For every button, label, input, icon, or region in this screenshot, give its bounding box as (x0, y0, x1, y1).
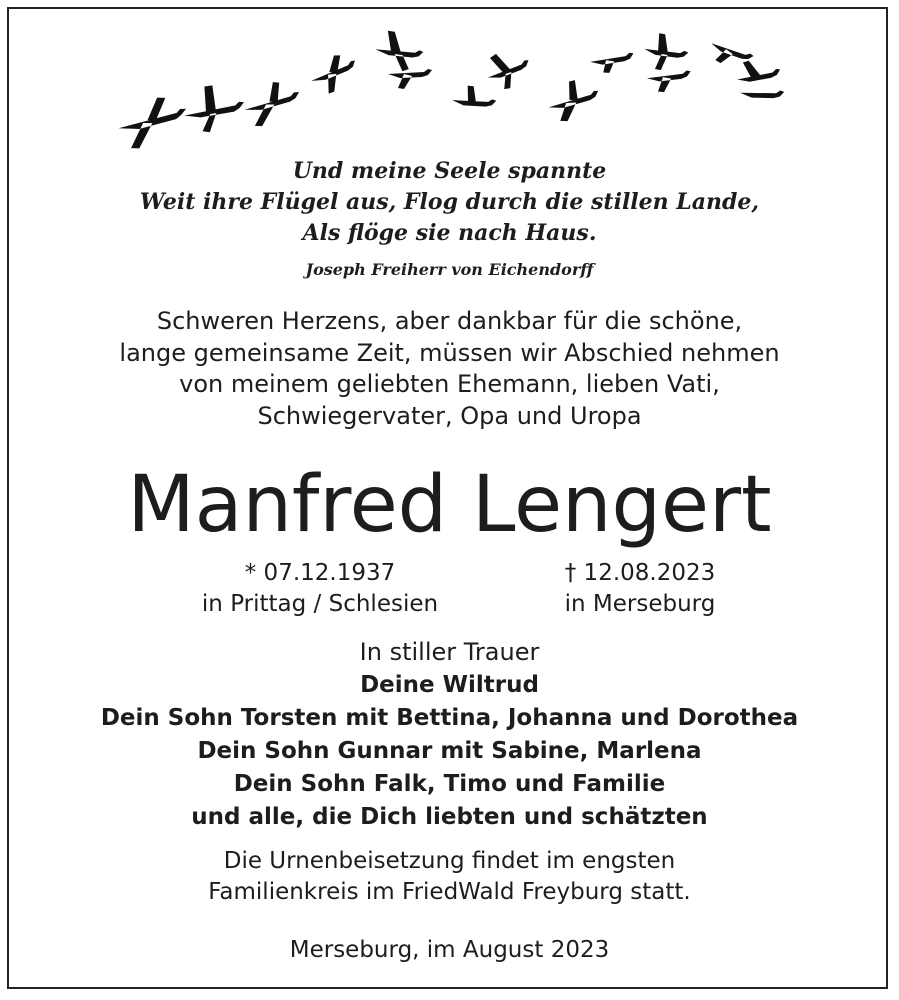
mourner-line: Dein Sohn Torsten mit Bettina, Johanna und Dorothea (100, 705, 799, 731)
funeral-info (0, 846, 899, 908)
intro-line: Schweren Herzens, aber dankbar für die schöne, (156, 307, 743, 335)
deceased-name: Manfred Lengert (127, 460, 772, 550)
intro-line: Schwiegervater, Opa und Uropa (257, 401, 642, 430)
mourner-line: Deine Wiltrud (360, 672, 539, 698)
mourner-line: und alle, die Dich liebten und schätzten (191, 804, 708, 830)
poem-line: Und meine Seele spannte (292, 158, 607, 184)
place-and-date: Merseburg, im August 2023 (289, 937, 610, 963)
intro-line: lange gemeinsame Zeit, müssen wir Abschied nehmen (119, 338, 780, 367)
mourner-line: Dein Sohn Falk, Timo und Familie (233, 771, 666, 797)
mourner-line: Dein Sohn Gunnar mit Sabine, Marlena (197, 738, 702, 764)
poem-author: Joseph Freiherr von Eichendorff (305, 260, 594, 279)
birth-info (160, 558, 480, 620)
funeral-line: Die Urnenbeisetzung findet im engsten (223, 848, 676, 874)
intro-line: von meinem geliebten Ehemann, lieben Vati, (179, 370, 720, 398)
mourners-lead: In stiller Trauer (359, 638, 540, 666)
birth-date: * 07.12.1937 (244, 560, 396, 586)
poem-line: Als flöge sie nach Haus. (302, 220, 597, 246)
flying-cranes-icon (110, 22, 790, 152)
intro-text (0, 306, 899, 432)
poem-quote (0, 156, 899, 249)
life-dates (0, 558, 899, 622)
death-date: † 12.08.2023 (564, 560, 716, 586)
mourners-section (0, 636, 899, 834)
death-info (500, 558, 780, 620)
death-place: in Merseburg (564, 591, 716, 617)
birth-place: in Prittag / Schlesien (201, 591, 439, 617)
funeral-line: Familienkreis im FriedWald Freyburg statt. (208, 879, 691, 905)
poem-line: Weit ihre Flügel aus, Flog durch die stillen Lande, (139, 189, 760, 215)
